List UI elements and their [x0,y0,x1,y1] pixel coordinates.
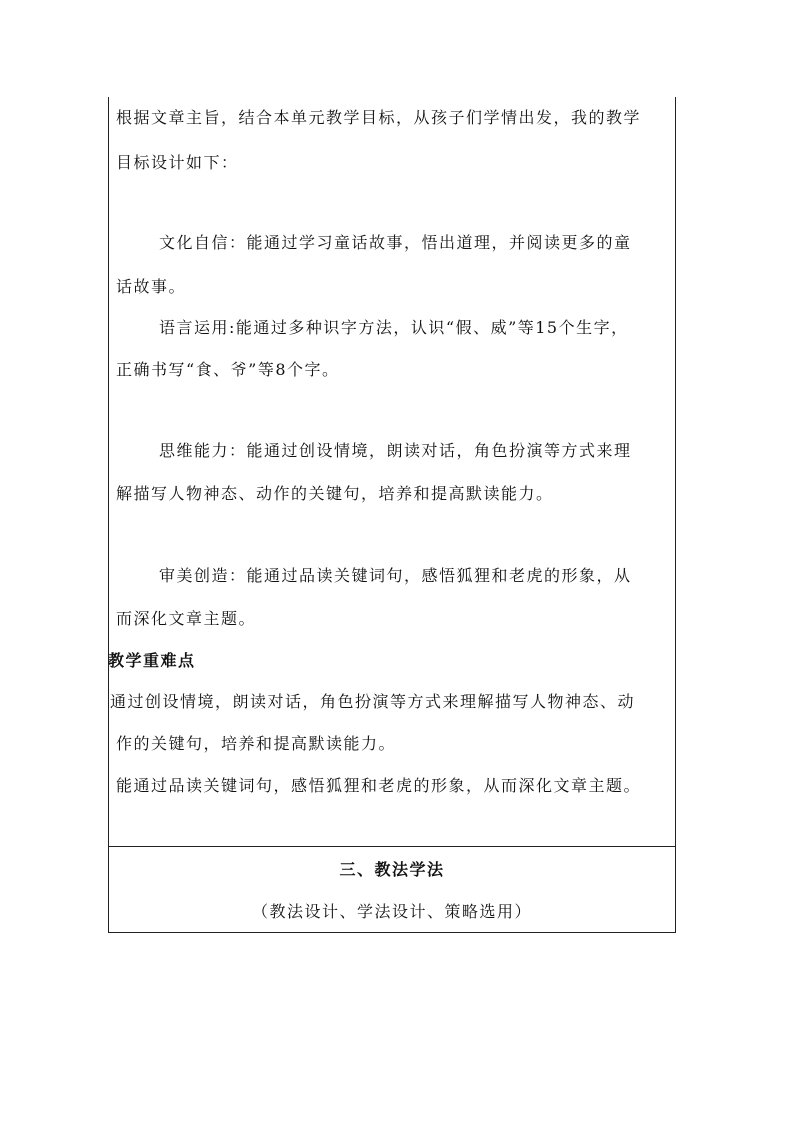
section-3-title: 三、教法学法 [339,860,445,879]
table-right-border [675,97,676,933]
section-3-subtitle: （教法设计、学法设计、策略选用） [251,902,532,921]
objectives-intro-line-2: 目标设计如下： [116,153,239,172]
objective-culture-line-2: 话故事。 [116,277,187,296]
table-left-border [108,97,109,933]
key-point-1-line-1: 通过创设情境，朗读对话，角色扮演等方式来理解描写人物神态、动 [110,692,636,711]
objective-aesthetic-line-2: 而深化文章主题。 [116,609,257,628]
objective-thinking-line-2: 解描写人物神态、动作的关键句，培养和提高默读能力。 [116,484,554,503]
key-point-1-line-2: 作的关键句，培养和提高默读能力。 [116,734,397,753]
objective-language-line-2: 正确书写“食、爷”等8个字。 [116,360,340,379]
objective-aesthetic-line-1: 审美创造：能通过品读关键词句，感悟狐狸和老虎的形象，从 [159,566,632,585]
objective-language-line-1: 语言运用:能通过多种识字方法，认识“假、威”等15个生字， [159,318,629,337]
key-points-heading: 教学重难点 [108,651,196,670]
table-bottom-border [108,932,676,933]
objective-thinking-line-1: 思维能力：能通过创设情境，朗读对话，角色扮演等方式来理 [159,441,632,460]
objectives-intro-line-1: 根据文章主旨，结合本单元教学目标，从孩子们学情出发，我的教学 [116,108,642,127]
objective-culture-line-1: 文化自信：能通过学习童话故事，悟出道理，并阅读更多的童 [159,233,632,252]
table-row-divider [108,846,676,847]
key-point-2-line-1: 能通过品读关键词句，感悟狐狸和老虎的形象，从而深化文章主题。 [116,776,642,795]
